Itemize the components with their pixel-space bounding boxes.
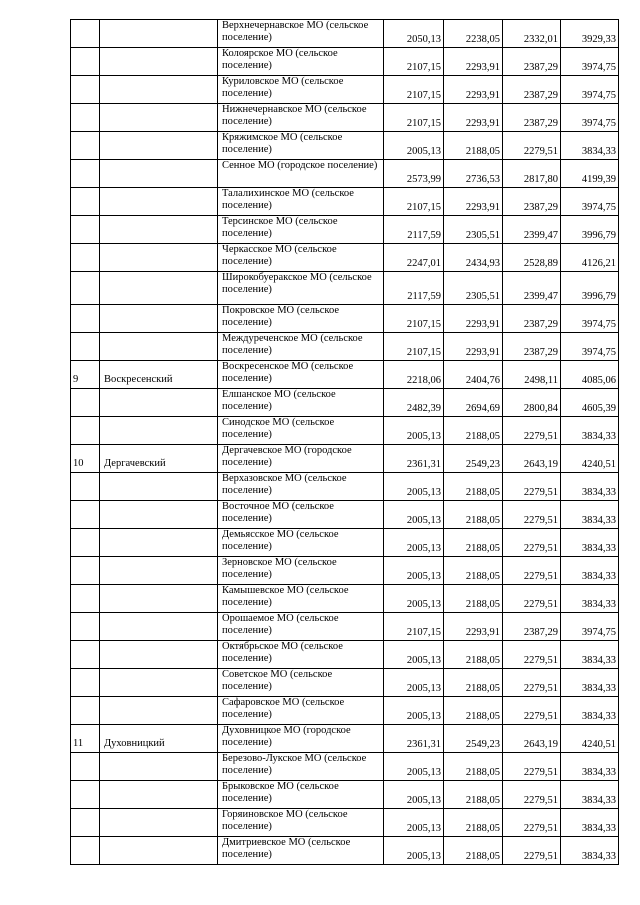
district-name (100, 753, 218, 781)
table-row (71, 669, 619, 697)
tariff-value-1: 2005,13 (384, 557, 444, 585)
tariff-value-3: 2643,19 (503, 725, 561, 753)
tariff-value-1: 2005,13 (384, 641, 444, 669)
row-number (71, 20, 100, 48)
district-name (100, 697, 218, 725)
table-row (71, 48, 619, 76)
district-name (100, 837, 218, 865)
tariff-value-4: 3834,33 (561, 837, 619, 865)
tariff-value-3: 2399,47 (503, 272, 561, 305)
municipality-name: Черкасское МО (сельское поселение) (218, 244, 384, 272)
tariff-value-1: 2005,13 (384, 697, 444, 725)
tariff-value-1: 2050,13 (384, 20, 444, 48)
tariff-value-1: 2107,15 (384, 48, 444, 76)
tariff-value-3: 2643,19 (503, 445, 561, 473)
tariff-value-3: 2528,89 (503, 244, 561, 272)
tariff-value-2: 2188,05 (444, 529, 503, 557)
municipality-name: Брыковское МО (сельское поселение) (218, 781, 384, 809)
tariff-table (70, 19, 619, 865)
tariff-value-1: 2005,13 (384, 781, 444, 809)
row-number (71, 417, 100, 445)
row-number (71, 781, 100, 809)
municipality-name: Дмитриевское МО (сельское поселение) (218, 837, 384, 865)
tariff-value-2: 2188,05 (444, 132, 503, 160)
tariff-value-1: 2005,13 (384, 473, 444, 501)
tariff-value-3: 2279,51 (503, 132, 561, 160)
row-number (71, 557, 100, 585)
municipality-name: Нижнечернавское МО (сельское поселение) (218, 104, 384, 132)
district-name: Духовницкий (100, 725, 218, 753)
table-row (71, 641, 619, 669)
tariff-value-2: 2188,05 (444, 753, 503, 781)
municipality-name: Орошаемое МО (сельское поселение) (218, 613, 384, 641)
tariff-value-2: 2188,05 (444, 697, 503, 725)
municipality-name: Талалихинское МО (сельское поселение) (218, 188, 384, 216)
tariff-value-2: 2293,91 (444, 104, 503, 132)
tariff-value-1: 2005,13 (384, 669, 444, 697)
municipality-name: Демьясское МО (сельское поселение) (218, 529, 384, 557)
municipality-name: Верхнечернавское МО (сельское поселение) (218, 20, 384, 48)
tariff-value-3: 2387,29 (503, 305, 561, 333)
tariff-value-1: 2573,99 (384, 160, 444, 188)
row-number: 10 (71, 445, 100, 473)
row-number: 9 (71, 361, 100, 389)
tariff-value-1: 2107,15 (384, 333, 444, 361)
district-name (100, 501, 218, 529)
district-name (100, 557, 218, 585)
row-number (71, 244, 100, 272)
tariff-value-4: 3834,33 (561, 781, 619, 809)
tariff-value-3: 2387,29 (503, 333, 561, 361)
tariff-value-4: 3834,33 (561, 697, 619, 725)
district-name: Воскресенский (100, 361, 218, 389)
row-number (71, 501, 100, 529)
tariff-value-4: 3834,33 (561, 473, 619, 501)
table-row (71, 244, 619, 272)
tariff-value-2: 2293,91 (444, 76, 503, 104)
tariff-value-2: 2293,91 (444, 48, 503, 76)
municipality-name: Широкобуеракское МО (сельское поселение) (218, 272, 384, 305)
tariff-value-2: 2238,05 (444, 20, 503, 48)
tariff-value-3: 2279,51 (503, 529, 561, 557)
table-body (71, 20, 619, 865)
tariff-value-2: 2188,05 (444, 837, 503, 865)
tariff-value-2: 2188,05 (444, 501, 503, 529)
row-number (71, 529, 100, 557)
tariff-value-4: 4240,51 (561, 725, 619, 753)
table-row (71, 389, 619, 417)
tariff-value-1: 2107,15 (384, 613, 444, 641)
tariff-value-3: 2279,51 (503, 837, 561, 865)
tariff-value-1: 2005,13 (384, 753, 444, 781)
municipality-name: Колоярское МО (сельское поселение) (218, 48, 384, 76)
tariff-value-4: 4199,39 (561, 160, 619, 188)
tariff-value-2: 2293,91 (444, 305, 503, 333)
table-row (71, 529, 619, 557)
tariff-value-4: 3834,33 (561, 585, 619, 613)
row-number: 11 (71, 725, 100, 753)
tariff-value-1: 2005,13 (384, 585, 444, 613)
municipality-name: Верхазовское МО (сельское поселение) (218, 473, 384, 501)
tariff-value-3: 2800,84 (503, 389, 561, 417)
tariff-value-3: 2279,51 (503, 669, 561, 697)
district-name (100, 585, 218, 613)
tariff-value-2: 2549,23 (444, 445, 503, 473)
row-number (71, 669, 100, 697)
district-name (100, 641, 218, 669)
row-number (71, 613, 100, 641)
table-row (71, 160, 619, 188)
tariff-value-3: 2279,51 (503, 501, 561, 529)
table-row (71, 697, 619, 725)
tariff-value-4: 3974,75 (561, 188, 619, 216)
tariff-value-4: 3996,79 (561, 216, 619, 244)
district-name (100, 669, 218, 697)
tariff-value-1: 2107,15 (384, 104, 444, 132)
tariff-value-2: 2293,91 (444, 188, 503, 216)
row-number (71, 160, 100, 188)
table-row (71, 781, 619, 809)
row-number (71, 753, 100, 781)
district-name (100, 244, 218, 272)
table-row (71, 132, 619, 160)
tariff-value-3: 2387,29 (503, 48, 561, 76)
tariff-value-2: 2188,05 (444, 809, 503, 837)
district-name (100, 104, 218, 132)
tariff-value-4: 4085,06 (561, 361, 619, 389)
row-number (71, 809, 100, 837)
tariff-value-1: 2005,13 (384, 501, 444, 529)
district-name (100, 132, 218, 160)
municipality-name: Воскресенское МО (сельское поселение) (218, 361, 384, 389)
tariff-value-2: 2736,53 (444, 160, 503, 188)
district-name (100, 76, 218, 104)
tariff-value-2: 2404,76 (444, 361, 503, 389)
tariff-value-2: 2188,05 (444, 669, 503, 697)
tariff-value-4: 3834,33 (561, 641, 619, 669)
row-number (71, 697, 100, 725)
tariff-value-3: 2279,51 (503, 697, 561, 725)
tariff-value-4: 4240,51 (561, 445, 619, 473)
tariff-value-3: 2387,29 (503, 613, 561, 641)
municipality-name: Дергачевское МО (городское поселение) (218, 445, 384, 473)
table-row (71, 557, 619, 585)
tariff-value-2: 2188,05 (444, 417, 503, 445)
tariff-value-2: 2188,05 (444, 781, 503, 809)
tariff-value-4: 3834,33 (561, 809, 619, 837)
tariff-value-2: 2694,69 (444, 389, 503, 417)
table-row (71, 216, 619, 244)
row-number (71, 473, 100, 501)
table-row (71, 753, 619, 781)
tariff-value-4: 3834,33 (561, 529, 619, 557)
tariff-value-4: 3974,75 (561, 333, 619, 361)
municipality-name: Камышевское МО (сельское поселение) (218, 585, 384, 613)
tariff-value-3: 2279,51 (503, 585, 561, 613)
tariff-value-1: 2107,15 (384, 188, 444, 216)
tariff-value-3: 2279,51 (503, 809, 561, 837)
table-row (71, 188, 619, 216)
table-row (71, 305, 619, 333)
district-name (100, 305, 218, 333)
tariff-value-2: 2293,91 (444, 613, 503, 641)
tariff-value-2: 2188,05 (444, 585, 503, 613)
row-number (71, 104, 100, 132)
row-number (71, 389, 100, 417)
table-row (71, 473, 619, 501)
tariff-value-3: 2332,01 (503, 20, 561, 48)
district-name (100, 272, 218, 305)
tariff-value-3: 2279,51 (503, 417, 561, 445)
district-name (100, 473, 218, 501)
tariff-value-4: 3974,75 (561, 305, 619, 333)
municipality-name: Сафаровское МО (сельское поселение) (218, 697, 384, 725)
table-row (71, 725, 619, 753)
table-row (71, 445, 619, 473)
district-name (100, 529, 218, 557)
row-number (71, 272, 100, 305)
table-row (71, 76, 619, 104)
tariff-value-4: 3929,33 (561, 20, 619, 48)
tariff-value-1: 2218,06 (384, 361, 444, 389)
tariff-value-3: 2817,80 (503, 160, 561, 188)
tariff-value-1: 2005,13 (384, 529, 444, 557)
municipality-name: Терсинское МО (сельское поселение) (218, 216, 384, 244)
table-row (71, 501, 619, 529)
municipality-name: Октябрьское МО (сельское поселение) (218, 641, 384, 669)
tariff-value-4: 3834,33 (561, 557, 619, 585)
tariff-value-3: 2279,51 (503, 781, 561, 809)
municipality-name: Духовницкое МО (городское поселение) (218, 725, 384, 753)
row-number (71, 837, 100, 865)
table-row (71, 809, 619, 837)
district-name: Дергачевский (100, 445, 218, 473)
municipality-name: Сенное МО (городское поселение) (218, 160, 384, 188)
tariff-value-1: 2361,31 (384, 725, 444, 753)
table-row (71, 104, 619, 132)
tariff-value-3: 2498,11 (503, 361, 561, 389)
tariff-value-2: 2549,23 (444, 725, 503, 753)
district-name (100, 188, 218, 216)
tariff-value-4: 3974,75 (561, 48, 619, 76)
table-row (71, 585, 619, 613)
row-number (71, 48, 100, 76)
municipality-name: Кряжимское МО (сельское поселение) (218, 132, 384, 160)
tariff-value-3: 2279,51 (503, 473, 561, 501)
tariff-value-4: 3834,33 (561, 501, 619, 529)
tariff-value-3: 2387,29 (503, 76, 561, 104)
municipality-name: Советское МО (сельское поселение) (218, 669, 384, 697)
district-name (100, 809, 218, 837)
tariff-value-3: 2279,51 (503, 557, 561, 585)
tariff-value-4: 3834,33 (561, 132, 619, 160)
tariff-value-1: 2247,01 (384, 244, 444, 272)
tariff-value-1: 2107,15 (384, 305, 444, 333)
tariff-value-4: 4126,21 (561, 244, 619, 272)
municipality-name: Восточное МО (сельское поселение) (218, 501, 384, 529)
district-name (100, 333, 218, 361)
tariff-value-3: 2387,29 (503, 188, 561, 216)
table-row (71, 417, 619, 445)
row-number (71, 333, 100, 361)
tariff-value-4: 3974,75 (561, 104, 619, 132)
tariff-value-3: 2279,51 (503, 753, 561, 781)
municipality-name: Куриловское МО (сельское поселение) (218, 76, 384, 104)
tariff-value-4: 3974,75 (561, 613, 619, 641)
row-number (71, 305, 100, 333)
municipality-name: Зерновское МО (сельское поселение) (218, 557, 384, 585)
district-name (100, 389, 218, 417)
row-number (71, 132, 100, 160)
district-name (100, 48, 218, 76)
tariff-value-4: 4605,39 (561, 389, 619, 417)
table-row (71, 613, 619, 641)
municipality-name: Елшанское МО (сельское поселение) (218, 389, 384, 417)
tariff-value-3: 2399,47 (503, 216, 561, 244)
row-number (71, 641, 100, 669)
tariff-value-4: 3974,75 (561, 76, 619, 104)
table-row (71, 272, 619, 305)
tariff-value-1: 2005,13 (384, 132, 444, 160)
tariff-value-1: 2005,13 (384, 837, 444, 865)
table-row (71, 333, 619, 361)
table-row (71, 361, 619, 389)
tariff-value-2: 2305,51 (444, 272, 503, 305)
tariff-value-3: 2387,29 (503, 104, 561, 132)
tariff-value-4: 3834,33 (561, 669, 619, 697)
tariff-value-4: 3834,33 (561, 417, 619, 445)
tariff-value-1: 2482,39 (384, 389, 444, 417)
tariff-value-1: 2361,31 (384, 445, 444, 473)
tariff-value-2: 2305,51 (444, 216, 503, 244)
municipality-name: Березово-Лукское МО (сельское поселение) (218, 753, 384, 781)
district-name (100, 216, 218, 244)
tariff-value-3: 2279,51 (503, 641, 561, 669)
municipality-name: Междуреченское МО (сельское поселение) (218, 333, 384, 361)
district-name (100, 160, 218, 188)
district-name (100, 613, 218, 641)
row-number (71, 188, 100, 216)
tariff-value-1: 2107,15 (384, 76, 444, 104)
municipality-name: Синодское МО (сельское поселение) (218, 417, 384, 445)
tariff-value-4: 3996,79 (561, 272, 619, 305)
district-name (100, 20, 218, 48)
table-row (71, 20, 619, 48)
tariff-value-1: 2005,13 (384, 809, 444, 837)
tariff-value-2: 2434,93 (444, 244, 503, 272)
municipality-name: Покровское МО (сельское поселение) (218, 305, 384, 333)
district-name (100, 781, 218, 809)
tariff-value-4: 3834,33 (561, 753, 619, 781)
tariff-value-1: 2117,59 (384, 272, 444, 305)
tariff-value-2: 2188,05 (444, 641, 503, 669)
row-number (71, 585, 100, 613)
row-number (71, 216, 100, 244)
tariff-value-2: 2293,91 (444, 333, 503, 361)
tariff-value-1: 2005,13 (384, 417, 444, 445)
municipality-name: Горяиновское МО (сельское поселение) (218, 809, 384, 837)
tariff-value-2: 2188,05 (444, 557, 503, 585)
row-number (71, 76, 100, 104)
district-name (100, 417, 218, 445)
tariff-value-2: 2188,05 (444, 473, 503, 501)
table-row (71, 837, 619, 865)
tariff-value-1: 2117,59 (384, 216, 444, 244)
